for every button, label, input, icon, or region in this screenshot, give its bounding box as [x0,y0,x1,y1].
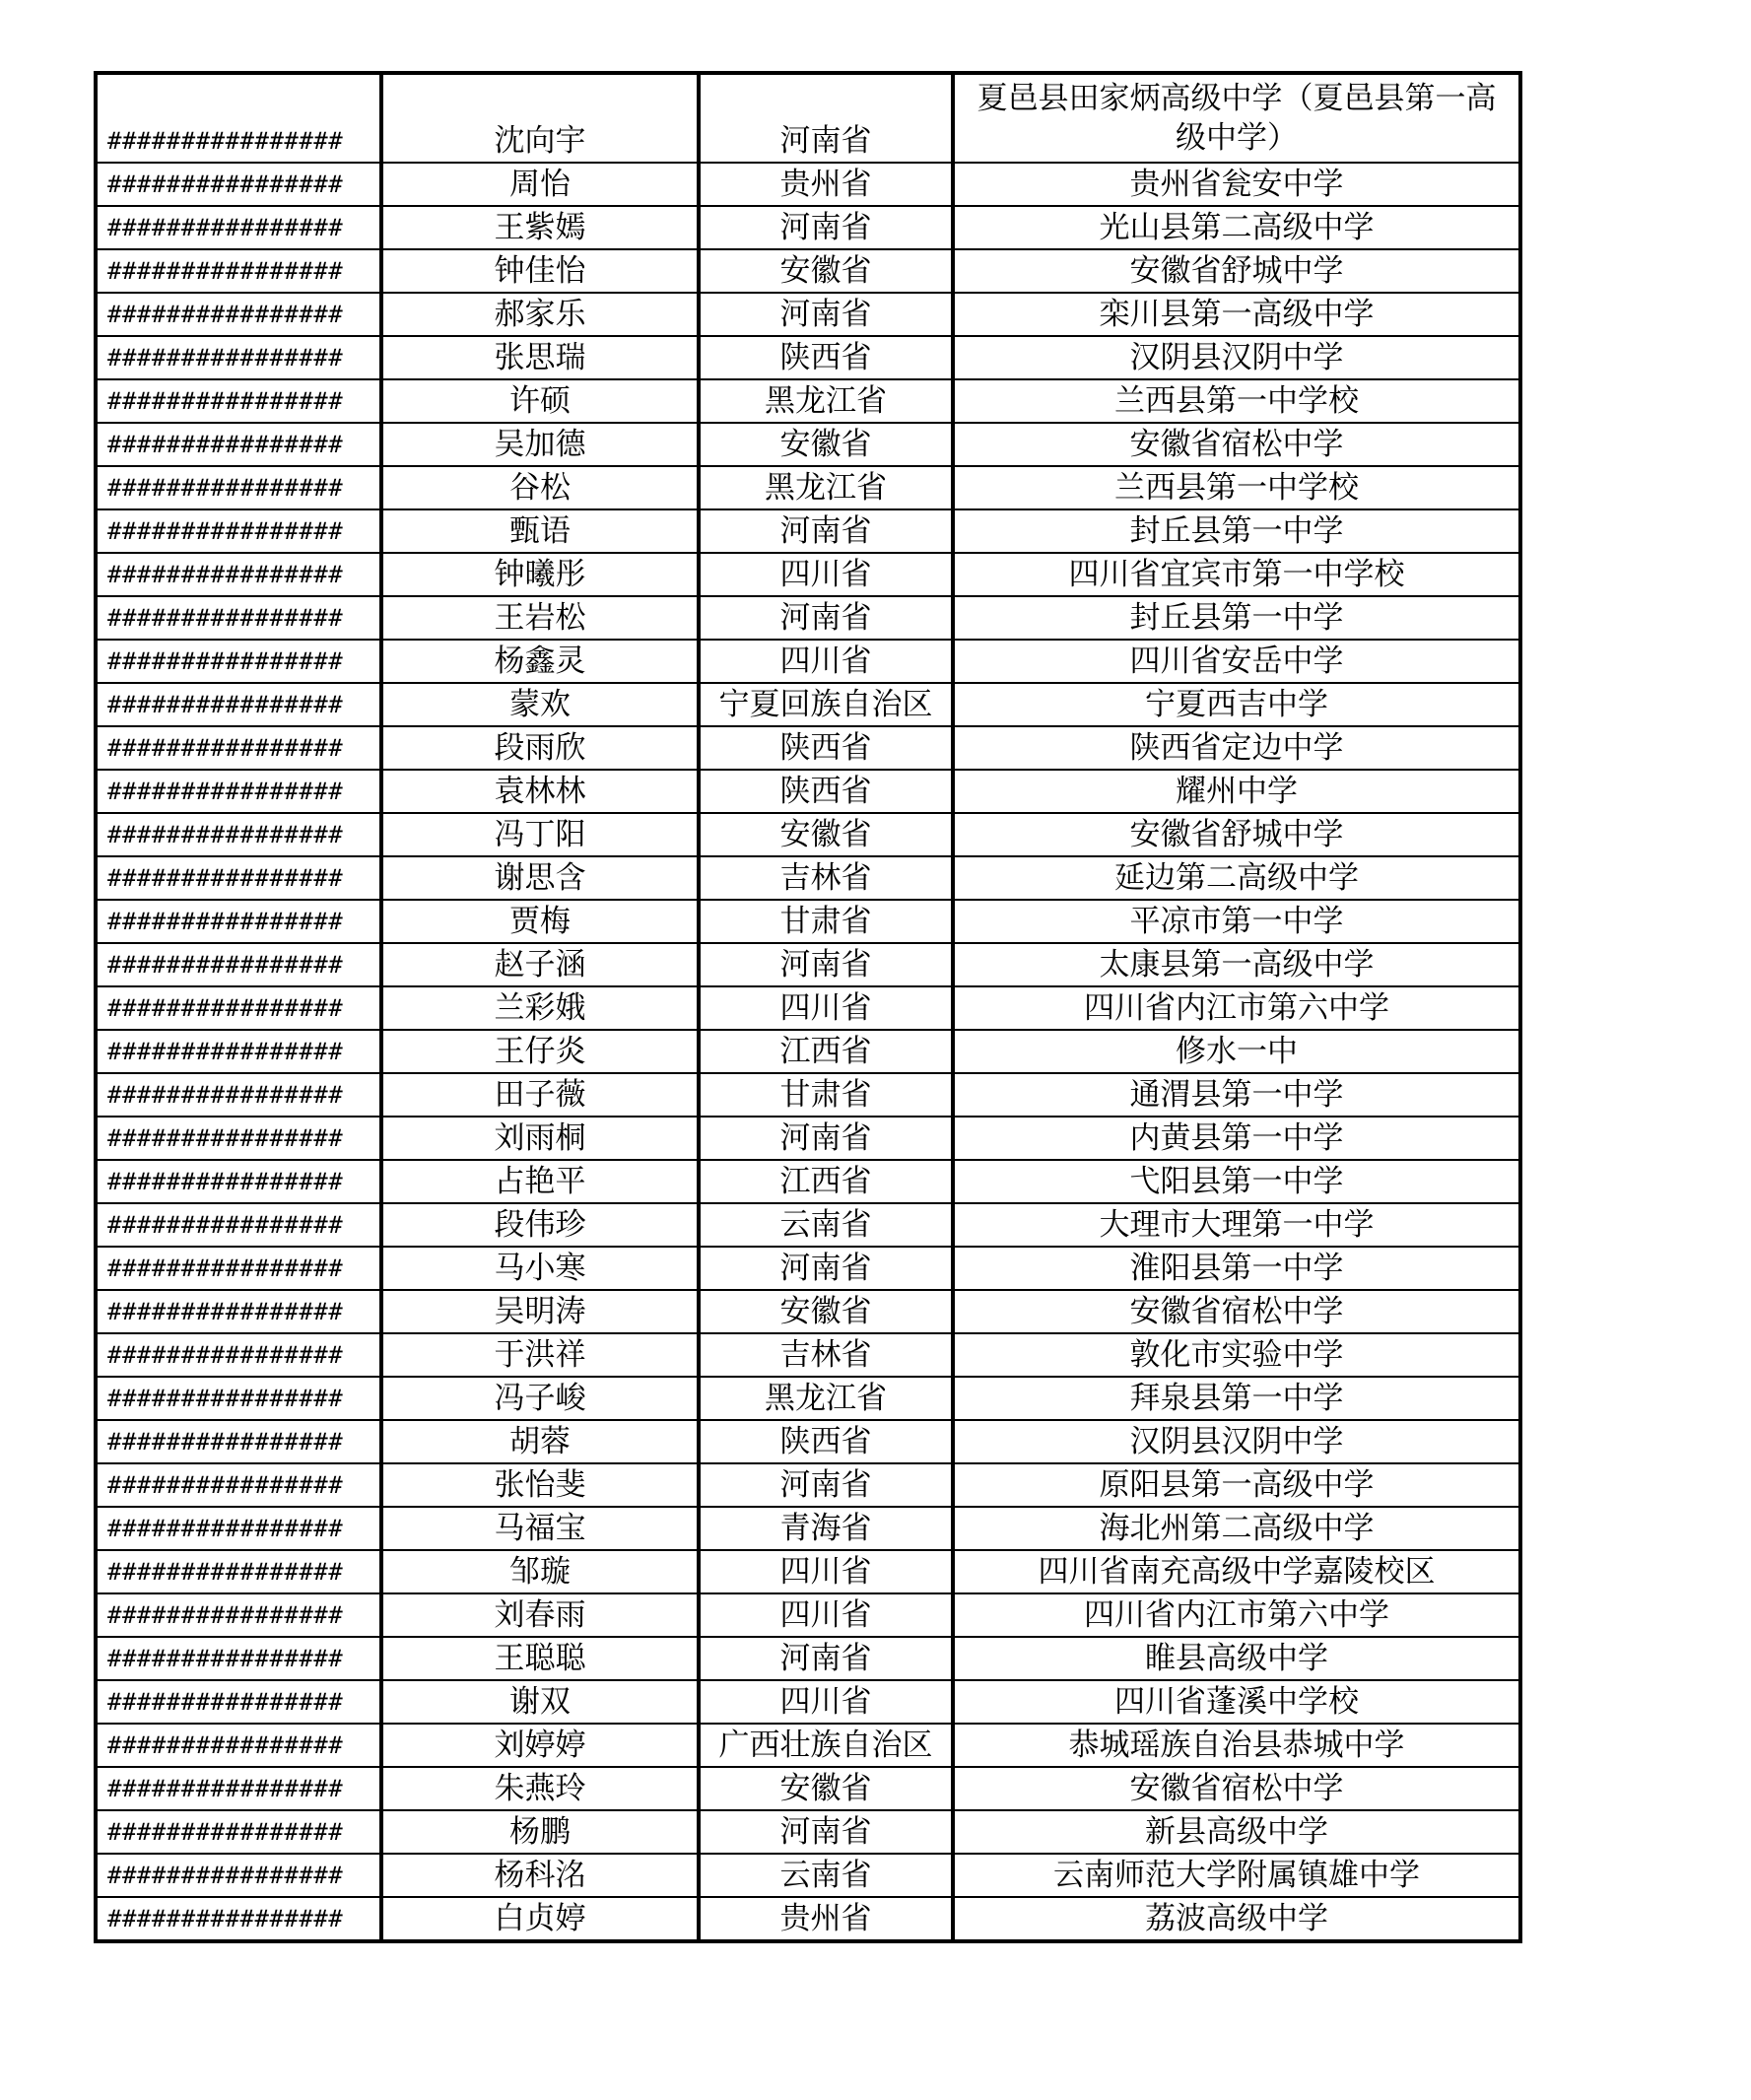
name-cell: 冯丁阳 [381,813,699,856]
name-cell: 蒙欢 [381,683,699,726]
province-cell: 贵州省 [699,163,953,206]
province-cell: 河南省 [699,943,953,986]
name-cell: 周怡 [381,163,699,206]
school-cell: 贵州省瓮安中学 [953,163,1520,206]
table-row [96,336,1520,379]
name-cell: 占艳平 [381,1160,699,1203]
name-cell: 袁林林 [381,770,699,813]
table-row [96,423,1520,466]
table-row [96,466,1520,509]
table-row [96,1897,1520,1941]
school-cell: 淮阳县第一中学 [953,1247,1520,1290]
name-cell: 刘婷婷 [381,1724,699,1767]
id-cell: ################ [96,379,381,423]
school-cell: 夏邑县田家炳高级中学（夏邑县第一高级中学） [953,73,1520,163]
id-cell: ################ [96,1160,381,1203]
province-cell: 甘肃省 [699,1073,953,1117]
table-row [96,726,1520,770]
province-cell: 安徽省 [699,1290,953,1333]
school-cell: 敦化市实验中学 [953,1333,1520,1377]
name-cell: 吴明涛 [381,1290,699,1333]
id-cell: ################ [96,1680,381,1724]
id-cell: ################ [96,1897,381,1941]
province-cell: 河南省 [699,293,953,336]
province-cell: 安徽省 [699,249,953,293]
name-cell: 兰彩娥 [381,986,699,1030]
name-cell: 田子薇 [381,1073,699,1117]
school-cell: 弋阳县第一中学 [953,1160,1520,1203]
table-row [96,293,1520,336]
table-row [96,1203,1520,1247]
school-cell: 云南师范大学附属镇雄中学 [953,1854,1520,1897]
school-cell: 恭城瑶族自治县恭城中学 [953,1724,1520,1767]
name-cell: 谢思含 [381,856,699,900]
province-cell: 甘肃省 [699,900,953,943]
province-cell: 吉林省 [699,1333,953,1377]
name-cell: 杨科洺 [381,1854,699,1897]
id-cell: ################ [96,900,381,943]
table-row [96,1810,1520,1854]
id-cell: ################ [96,813,381,856]
table-row [96,683,1520,726]
province-cell: 黑龙江省 [699,379,953,423]
table-row [96,73,1520,163]
id-cell: ################ [96,943,381,986]
school-cell: 荔波高级中学 [953,1897,1520,1941]
table-row [96,1507,1520,1550]
id-cell: ################ [96,1203,381,1247]
name-cell: 冯子峻 [381,1377,699,1420]
name-cell: 钟曦彤 [381,553,699,596]
name-cell: 张思瑞 [381,336,699,379]
id-cell: ################ [96,770,381,813]
table-row [96,1593,1520,1637]
school-cell: 海北州第二高级中学 [953,1507,1520,1550]
province-cell: 陕西省 [699,1420,953,1463]
id-cell: ################ [96,1724,381,1767]
school-cell: 拜泉县第一中学 [953,1377,1520,1420]
table-row [96,509,1520,553]
roster-table [94,71,1522,1943]
school-cell: 光山县第二高级中学 [953,206,1520,249]
name-cell: 马福宝 [381,1507,699,1550]
name-cell: 甄语 [381,509,699,553]
school-cell: 通渭县第一中学 [953,1073,1520,1117]
school-cell: 四川省安岳中学 [953,640,1520,683]
school-cell: 耀州中学 [953,770,1520,813]
id-cell: ################ [96,1247,381,1290]
school-cell: 安徽省宿松中学 [953,1290,1520,1333]
province-cell: 安徽省 [699,1767,953,1810]
province-cell: 云南省 [699,1203,953,1247]
name-cell: 赵子涵 [381,943,699,986]
province-cell: 陕西省 [699,336,953,379]
id-cell: ################ [96,1377,381,1420]
table-row [96,1680,1520,1724]
name-cell: 张怡斐 [381,1463,699,1507]
id-cell: ################ [96,336,381,379]
table-row [96,813,1520,856]
table-row [96,1117,1520,1160]
id-cell: ################ [96,466,381,509]
province-cell: 河南省 [699,73,953,163]
id-cell: ################ [96,73,381,163]
table-row [96,1420,1520,1463]
school-cell: 安徽省舒城中学 [953,249,1520,293]
school-cell: 安徽省宿松中学 [953,423,1520,466]
school-cell: 汉阴县汉阴中学 [953,1420,1520,1463]
name-cell: 刘春雨 [381,1593,699,1637]
table-row [96,943,1520,986]
table-row [96,379,1520,423]
id-cell: ################ [96,1463,381,1507]
school-cell: 四川省内江市第六中学 [953,986,1520,1030]
school-cell: 大理市大理第一中学 [953,1203,1520,1247]
school-cell: 四川省蓬溪中学校 [953,1680,1520,1724]
id-cell: ################ [96,1550,381,1593]
name-cell: 王聪聪 [381,1637,699,1680]
table-row [96,1333,1520,1377]
table-row [96,1030,1520,1073]
province-cell: 青海省 [699,1507,953,1550]
name-cell: 白贞婷 [381,1897,699,1941]
table-row [96,206,1520,249]
school-cell: 汉阴县汉阴中学 [953,336,1520,379]
table-row [96,553,1520,596]
province-cell: 河南省 [699,1810,953,1854]
table-row [96,1854,1520,1897]
name-cell: 谷松 [381,466,699,509]
name-cell: 王紫嫣 [381,206,699,249]
name-cell: 马小寒 [381,1247,699,1290]
province-cell: 江西省 [699,1030,953,1073]
id-cell: ################ [96,596,381,640]
id-cell: ################ [96,1420,381,1463]
table-row [96,596,1520,640]
table-row [96,1724,1520,1767]
province-cell: 河南省 [699,1463,953,1507]
table-row [96,249,1520,293]
id-cell: ################ [96,553,381,596]
name-cell: 贾梅 [381,900,699,943]
table-row [96,770,1520,813]
school-cell: 封丘县第一中学 [953,509,1520,553]
roster-table-body [96,73,1520,1941]
school-cell: 安徽省宿松中学 [953,1767,1520,1810]
name-cell: 段伟珍 [381,1203,699,1247]
school-cell: 陕西省定边中学 [953,726,1520,770]
name-cell: 邹璇 [381,1550,699,1593]
table-row [96,1463,1520,1507]
table-row [96,856,1520,900]
table-row [96,1247,1520,1290]
id-cell: ################ [96,856,381,900]
school-cell: 新县高级中学 [953,1810,1520,1854]
name-cell: 郝家乐 [381,293,699,336]
name-cell: 吴加德 [381,423,699,466]
school-cell: 内黄县第一中学 [953,1117,1520,1160]
name-cell: 王仔炎 [381,1030,699,1073]
table-row [96,900,1520,943]
school-cell: 兰西县第一中学校 [953,466,1520,509]
name-cell: 杨鑫灵 [381,640,699,683]
school-cell: 兰西县第一中学校 [953,379,1520,423]
name-cell: 朱燕玲 [381,1767,699,1810]
province-cell: 河南省 [699,206,953,249]
province-cell: 四川省 [699,1550,953,1593]
table-row [96,1160,1520,1203]
school-cell: 栾川县第一高级中学 [953,293,1520,336]
table-row [96,1073,1520,1117]
province-cell: 江西省 [699,1160,953,1203]
id-cell: ################ [96,1117,381,1160]
id-cell: ################ [96,640,381,683]
school-cell: 四川省南充高级中学嘉陵校区 [953,1550,1520,1593]
table-row [96,163,1520,206]
id-cell: ################ [96,1637,381,1680]
province-cell: 四川省 [699,553,953,596]
province-cell: 宁夏回族自治区 [699,683,953,726]
school-cell: 宁夏西吉中学 [953,683,1520,726]
province-cell: 安徽省 [699,423,953,466]
id-cell: ################ [96,249,381,293]
province-cell: 河南省 [699,1247,953,1290]
id-cell: ################ [96,1073,381,1117]
id-cell: ################ [96,1854,381,1897]
province-cell: 河南省 [699,509,953,553]
name-cell: 杨鹏 [381,1810,699,1854]
id-cell: ################ [96,1593,381,1637]
table-row [96,1377,1520,1420]
name-cell: 于洪祥 [381,1333,699,1377]
school-cell: 修水一中 [953,1030,1520,1073]
province-cell: 吉林省 [699,856,953,900]
table-row [96,640,1520,683]
school-cell: 四川省内江市第六中学 [953,1593,1520,1637]
school-cell: 封丘县第一中学 [953,596,1520,640]
id-cell: ################ [96,423,381,466]
name-cell: 刘雨桐 [381,1117,699,1160]
province-cell: 贵州省 [699,1897,953,1941]
id-cell: ################ [96,509,381,553]
name-cell: 钟佳怡 [381,249,699,293]
school-cell: 四川省宜宾市第一中学校 [953,553,1520,596]
id-cell: ################ [96,1030,381,1073]
id-cell: ################ [96,1810,381,1854]
school-cell: 延边第二高级中学 [953,856,1520,900]
id-cell: ################ [96,1290,381,1333]
id-cell: ################ [96,726,381,770]
province-cell: 黑龙江省 [699,466,953,509]
id-cell: ################ [96,293,381,336]
id-cell: ################ [96,1767,381,1810]
province-cell: 云南省 [699,1854,953,1897]
table-row [96,1767,1520,1810]
table-row [96,1290,1520,1333]
table-row [96,1550,1520,1593]
table-row [96,986,1520,1030]
province-cell: 陕西省 [699,726,953,770]
province-cell: 河南省 [699,1117,953,1160]
id-cell: ################ [96,986,381,1030]
name-cell: 王岩松 [381,596,699,640]
school-cell: 睢县高级中学 [953,1637,1520,1680]
name-cell: 许硕 [381,379,699,423]
name-cell: 段雨欣 [381,726,699,770]
province-cell: 四川省 [699,640,953,683]
name-cell: 胡蓉 [381,1420,699,1463]
province-cell: 安徽省 [699,813,953,856]
province-cell: 陕西省 [699,770,953,813]
province-cell: 黑龙江省 [699,1377,953,1420]
school-cell: 安徽省舒城中学 [953,813,1520,856]
id-cell: ################ [96,1507,381,1550]
school-cell: 原阳县第一高级中学 [953,1463,1520,1507]
id-cell: ################ [96,206,381,249]
school-cell: 太康县第一高级中学 [953,943,1520,986]
province-cell: 四川省 [699,986,953,1030]
province-cell: 河南省 [699,596,953,640]
province-cell: 四川省 [699,1593,953,1637]
province-cell: 四川省 [699,1680,953,1724]
id-cell: ################ [96,1333,381,1377]
school-cell: 平凉市第一中学 [953,900,1520,943]
province-cell: 河南省 [699,1637,953,1680]
id-cell: ################ [96,683,381,726]
province-cell: 广西壮族自治区 [699,1724,953,1767]
name-cell: 谢双 [381,1680,699,1724]
id-cell: ################ [96,163,381,206]
name-cell: 沈向宇 [381,73,699,163]
roster-sheet [94,71,1518,1943]
table-row [96,1637,1520,1680]
